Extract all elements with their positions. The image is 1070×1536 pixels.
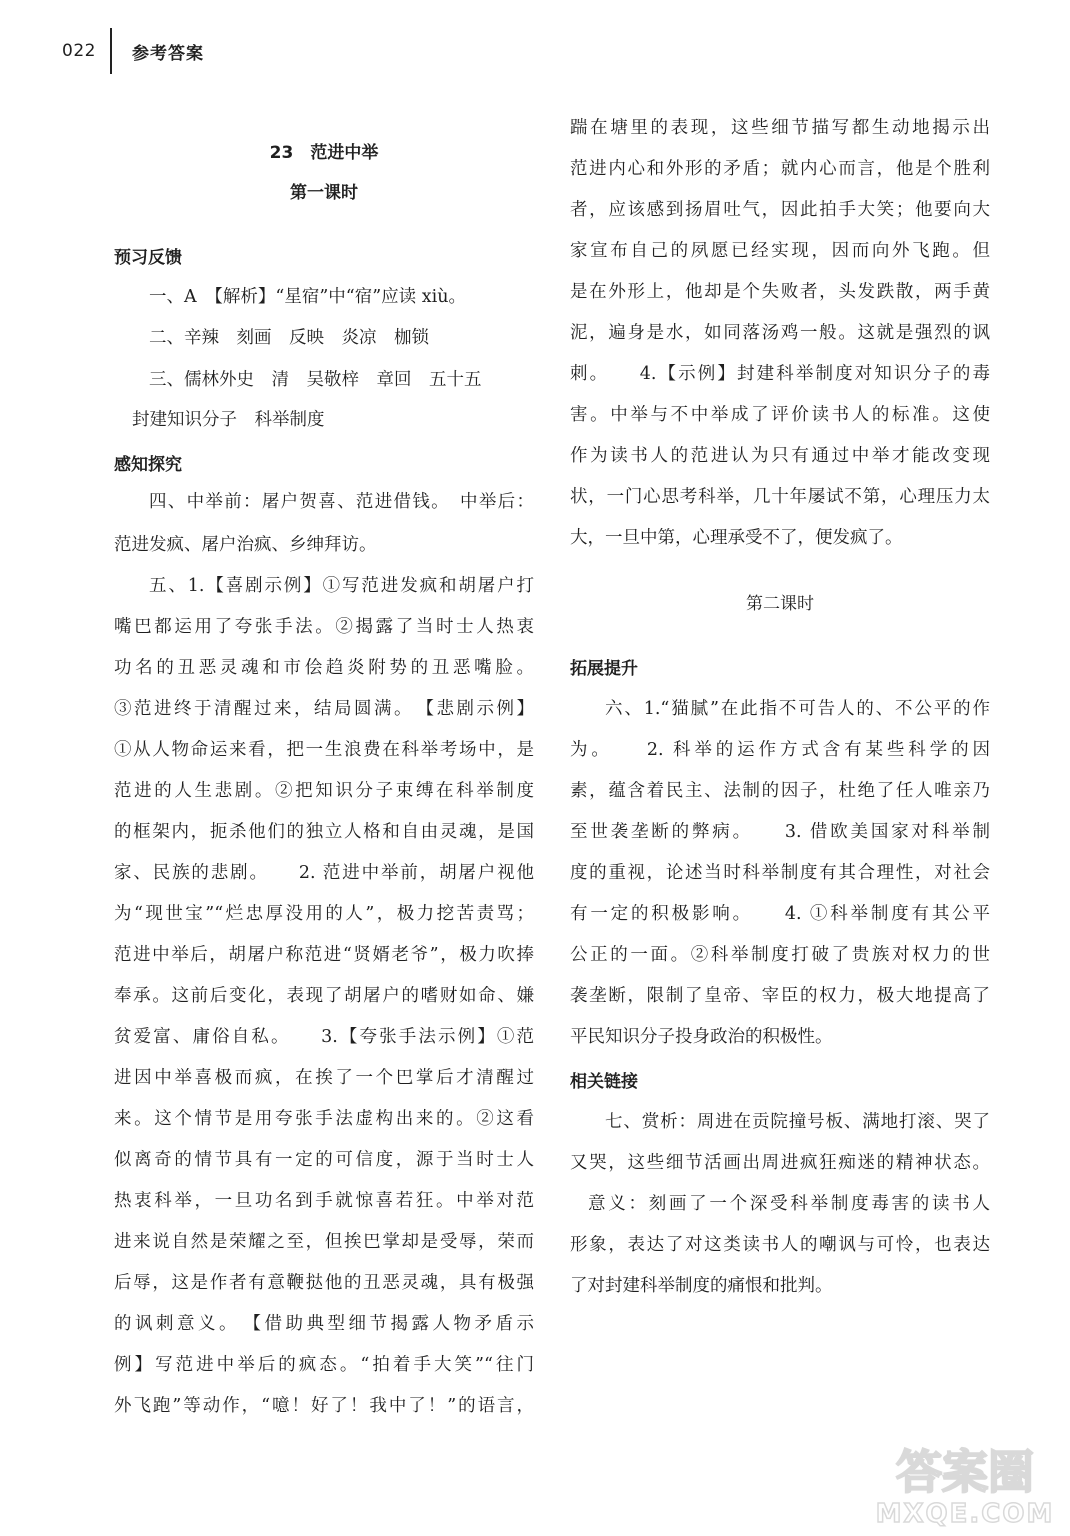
- answer-line: 进因中举喜极而疯，在挨了一个巴掌后才清醒过: [114, 1068, 534, 1088]
- answer-line: 平民知识分子投身政治的积极性。: [570, 1027, 833, 1047]
- answer-line: 贫爱富、庸俗自私。 3.【夸张手法示例】①范: [114, 1027, 534, 1047]
- answer-line: 泥，遍身是水，如同落汤鸡一般。这就是强烈的讽: [570, 323, 990, 343]
- answer-line: 范进发疯、屠户治疯、乡绅拜访。: [114, 535, 377, 555]
- answer-line: 七、赏析：周进在贡院撞号板、满地打滚、哭了: [605, 1112, 990, 1132]
- answer-line: 范进内心和外形的矛盾；就内心而言，他是个胜利: [570, 159, 990, 179]
- answer-line: 封建知识分子 科举制度: [132, 410, 325, 430]
- answer-line: 范进的人生悲剧。②把知识分子束缚在科举制度: [114, 781, 534, 801]
- answer-line: 奉承。这前后变化，表现了胡屠户的嗜财如命、嫌: [114, 986, 534, 1006]
- section-preview-heading: 预习反馈: [114, 248, 182, 268]
- answer-line: 意义：刻画了一个深受科举制度毒害的读书人: [588, 1194, 990, 1214]
- answer-line: 为“现世宝”“烂忠厚没用的人”，极力挖苦责骂；: [114, 904, 534, 924]
- chapter-title: 23 范进中举: [269, 143, 379, 163]
- answer-line: 者，应该感到扬眉吐气，因此拍手大笑；他要向大: [570, 200, 990, 220]
- answer-line: 功名的丑恶灵魂和市侩趋炎附势的丑恶嘴脸。: [114, 658, 534, 678]
- answer-line: 大，一旦中第，心理承受不了，便发疯了。: [570, 528, 903, 548]
- watermark-text-top: 答案圈: [896, 1445, 1034, 1499]
- answer-line: 一、A 【解析】“星宿”中“宿”应读 xiù。: [149, 287, 466, 307]
- answer-line: 六、1.“猫腻”在此指不可告人的、不公平的作: [605, 699, 990, 719]
- answer-line: 公正的一面。②科举制度打破了贵族对权力的世: [570, 945, 990, 965]
- section-extend-heading: 拓展提升: [570, 659, 638, 679]
- lesson-one-title: 第一课时: [290, 183, 358, 203]
- answer-line: 后辱，这是作者有意鞭挞他的丑恶灵魂，具有极强: [114, 1273, 534, 1293]
- answer-line: 度的重视，论述当时科举制度有其合理性，对社会: [570, 863, 990, 883]
- answer-line: 嘴巴都运用了夸张手法。②揭露了当时士人热衷: [114, 617, 534, 637]
- section-perceive-heading: 感知探究: [114, 455, 182, 475]
- header-divider: [110, 28, 112, 74]
- answer-line: 作为读书人的范进认为只有通过中举才能改变现: [570, 446, 990, 466]
- answer-line: ①从人物命运来看，把一生浪费在科举考场中，是: [114, 740, 534, 760]
- answer-line: 外飞跑”等动作，“噫！好了！我中了！”的语言，: [114, 1396, 534, 1416]
- section-related-heading: 相关链接: [570, 1072, 638, 1092]
- answer-line: 了对封建科举制度的痛恨和批判。: [570, 1276, 833, 1296]
- page-number: 022: [62, 41, 96, 61]
- answer-line: 范进中举后，胡屠户称范进“贤婿老爷”，极力吹捧: [114, 945, 534, 965]
- answer-line: 有一定的积极影响。 4. ①科举制度有其公平: [570, 904, 990, 924]
- answer-line: ③范进终于清醒过来，结局圆满。 【悲剧示例】: [114, 699, 534, 719]
- lesson-two-title: 第二课时: [746, 594, 814, 614]
- answer-line: 四、中举前：屠户贺喜、范进借钱。 中举后：: [149, 492, 534, 512]
- answer-line: 踹在塘里的表现，这些细节描写都生动地揭示出: [570, 118, 990, 138]
- answer-line: 形象，表达了对这类读书人的嘲讽与可怜，也表达: [570, 1235, 990, 1255]
- answer-line: 为。 2. 科举的运作方式含有某些科学的因: [570, 740, 990, 760]
- answer-line: 状，一门心思考科举，几十年屡试不第，心理压力太: [570, 487, 990, 507]
- answer-line: 是在外形上，他却是个失败者，头发跌散，两手黄: [570, 282, 990, 302]
- answer-line: 又哭，这些细节活画出周进疯狂痴迷的精神状态。: [570, 1153, 990, 1173]
- answer-line: 例】写范进中举后的疯态。“拍着手大笑”“往门: [114, 1355, 534, 1375]
- answer-line: 害。中举与不中举成了评价读书人的标准。这使: [570, 405, 990, 425]
- answer-line: 至世袭垄断的弊病。 3. 借欧美国家对科举制: [570, 822, 990, 842]
- answer-line: 家宣布自己的夙愿已经实现，因而向外飞跑。但: [570, 241, 990, 261]
- answer-line: 热衷科举，一旦功名到手就惊喜若狂。中举对范: [114, 1191, 534, 1211]
- answer-line: 的讽刺意义。 【借助典型细节揭露人物矛盾示: [114, 1314, 534, 1334]
- answer-line: 素，蕴含着民主、法制的因子，杜绝了任人唯亲乃: [570, 781, 990, 801]
- watermark-logo: [870, 1438, 1060, 1530]
- answer-line: 袭垄断，限制了皇帝、宰臣的权力，极大地提高了: [570, 986, 990, 1006]
- answer-line: 三、儒林外史 清 吴敬梓 章回 五十五: [149, 370, 482, 390]
- answer-line: 家、民族的悲剧。 2. 范进中举前，胡屠户视他: [114, 863, 534, 883]
- answer-line: 刺。 4.【示例】封建科举制度对知识分子的毒: [570, 364, 990, 384]
- header-title: 参考答案: [131, 43, 204, 64]
- answer-line: 五、1.【喜剧示例】①写范进发疯和胡屠户打: [149, 576, 534, 596]
- answer-line: 的框架内，扼杀他们的独立人格和自由灵魂，是国: [114, 822, 534, 842]
- watermark-text-bottom: MXQE.COM: [875, 1499, 1055, 1529]
- answer-line: 二、辛辣 刻画 反映 炎凉 枷锁: [149, 328, 429, 348]
- answer-line: 进来说自然是荣耀之至，但挨巴掌却是受辱，荣而: [114, 1232, 534, 1252]
- page-header: [62, 28, 204, 74]
- answer-line: 似离奇的情节具有一定的可信度，源于当时士人: [114, 1150, 534, 1170]
- answer-line: 来。这个情节是用夸张手法虚构出来的。②这看: [114, 1109, 534, 1129]
